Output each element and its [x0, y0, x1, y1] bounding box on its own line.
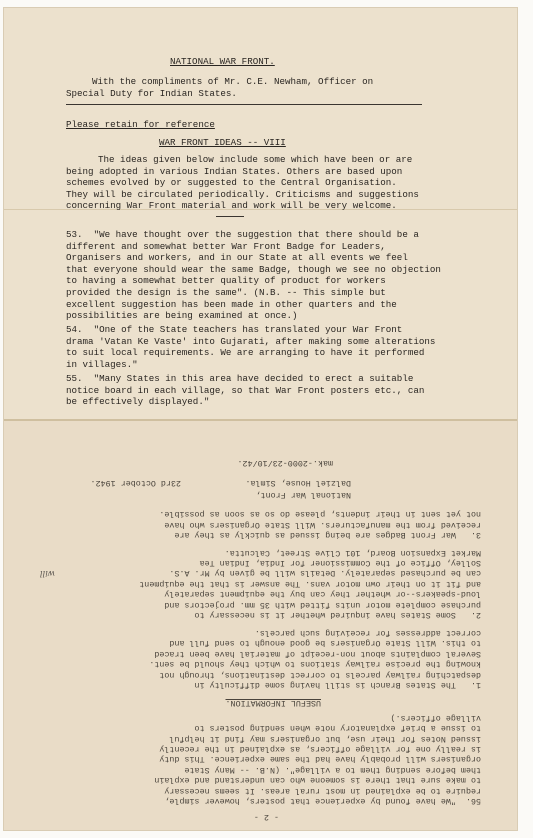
section-subtitle: WAR FRONT IDEAS -- VIII — [159, 137, 286, 148]
retain-note: Please retain for reference — [66, 119, 215, 130]
intro-line: schemes evolved by or suggested to the Central Organisation. — [66, 177, 397, 189]
info-2-line: purchase complete motor units fitted with 35 mm. projectors and — [164, 599, 481, 610]
compliments-line-2: Special Duty for Indian States. — [66, 88, 237, 99]
info-1-line: Several complaints about non-receipt of material have been traced — [154, 648, 481, 659]
item-56-line: to make sure that there is someone who can understand and explain — [154, 775, 481, 786]
item-53-line: excellent suggestion has been made in other quarters and the — [66, 298, 397, 310]
info-3-line: not yet sent in their indents, please do so as soon as possible. — [159, 509, 481, 520]
info-1-line: despatching railway parcels to correct destinations, through not — [159, 669, 481, 680]
item-55-line: 55. "Many States in this area have decided to erect a suitable — [66, 373, 414, 384]
info-3-line: received from the manufacturers. Will State Organisers who have — [164, 519, 481, 530]
footer-office: National War Front, — [255, 490, 351, 500]
item-53-line: provided the design is the same". (N.B. -- This simple but — [66, 287, 386, 298]
item-53-line: Organisers and workers, and in our State at all events we feel — [66, 252, 408, 264]
upper-half — [4, 8, 517, 419]
item-56-line: them before sending them to a village". (N.B. -- Many State — [184, 764, 481, 775]
info-3-line: 3. War Front Badges are being issued as quickly as they are — [174, 530, 481, 540]
item-56-line: require to be explained in most rural areas. It seems necessary — [164, 785, 481, 796]
item-53-line: different and somewhat better War Front Badge for Leaders, — [66, 240, 386, 252]
item-54-line: drama 'Vatan Ke Vaste' into Gujarati, after making some alterations — [66, 335, 436, 347]
document-title: NATIONAL WAR FRONT. — [170, 56, 275, 67]
lower-half-inverted — [4, 421, 517, 830]
intro-line: being adopted in various Indian States. Others are based upon — [66, 165, 403, 177]
page-number: - 2 - — [253, 812, 279, 822]
info-2-line: can be purchased separately. Details will be given by Mr. A.S. — [169, 568, 481, 579]
item-53-line: possibilities are being examined at once.) — [66, 310, 298, 322]
compliments-line-1: With the compliments of Mr. C.E. Newham, Officer on — [92, 76, 374, 87]
item-56-line: 56. "We have found by experience that posters, however simple, — [164, 796, 481, 806]
item-53-line: to having a somewhat better quality of product for workers — [66, 275, 386, 287]
info-2-line: loud-speakers--or whether they can buy the equipment separately — [164, 589, 481, 600]
item-56-line: issued Notes for their use, but organisers may find it helpful — [169, 733, 481, 744]
info-1-line: 1. The States Branch is still having some difficulty in — [194, 680, 481, 690]
header-rule — [66, 104, 422, 105]
footer-address: Dalziel House, Simla. — [245, 478, 351, 488]
info-1-line: correct addresses for receiving such parcels. — [254, 628, 481, 638]
footer-print-code: mak.-2000-23/10/42. — [237, 458, 333, 468]
info-1-line: knowing the precise railway stations to which they should be sent. — [149, 659, 481, 670]
info-2-line: Market Expansion Board, 101 Clive Street, Calcutta. — [224, 547, 481, 558]
info-1-line: to this. Will State Organisers be good enough to send full and — [169, 638, 481, 649]
item-54-line: to suit local requirements. We are arranging to have it performed — [66, 347, 425, 359]
info-2-line: and fit it on their own motor vans. The answer is that the equipment — [139, 578, 481, 589]
item-56-line: is really one for village officers, as explained in the recently — [159, 744, 481, 754]
intro-line: concerning War Front material and work will be very welcome. — [66, 200, 397, 212]
item-55-line: be effectively displayed." — [66, 396, 210, 408]
item-56-line: to issue a brief explanatory note when sending posters to — [194, 723, 481, 734]
item-54-line: 54. "One of the State teachers has translated your War Front — [66, 324, 403, 335]
intro-line: The ideas given below include some which have been or are — [98, 154, 413, 165]
handwritten-margin-note: will — [39, 569, 55, 579]
item-54-line: in villages." — [66, 358, 138, 370]
item-53-line: 53. "We have thought over the suggestion that there should be a — [66, 229, 419, 240]
item-53-line: that everyone should wear the same Badge, though we see no objection — [66, 263, 441, 275]
info-2-line: Solley, Office of the Commissioner for India, Indian Tea — [199, 558, 481, 568]
info-2-line: 2. Some States have inquired whether it is necessary to — [194, 610, 481, 620]
useful-information-heading: USEFUL INFORMATION. — [225, 698, 321, 708]
item-56-line: organisers will probably have had the same experience. This duty — [159, 754, 481, 765]
item-56-line: village officers.) — [390, 712, 481, 723]
footer-date: 23rd October 1942. — [90, 478, 181, 488]
short-divider — [216, 216, 244, 217]
document-sheet — [4, 8, 517, 830]
item-55-line: notice board in each village, so that War Front posters etc., can — [66, 384, 425, 396]
intro-line: They will be circulated periodically. Criticisms and suggestions — [66, 188, 419, 200]
